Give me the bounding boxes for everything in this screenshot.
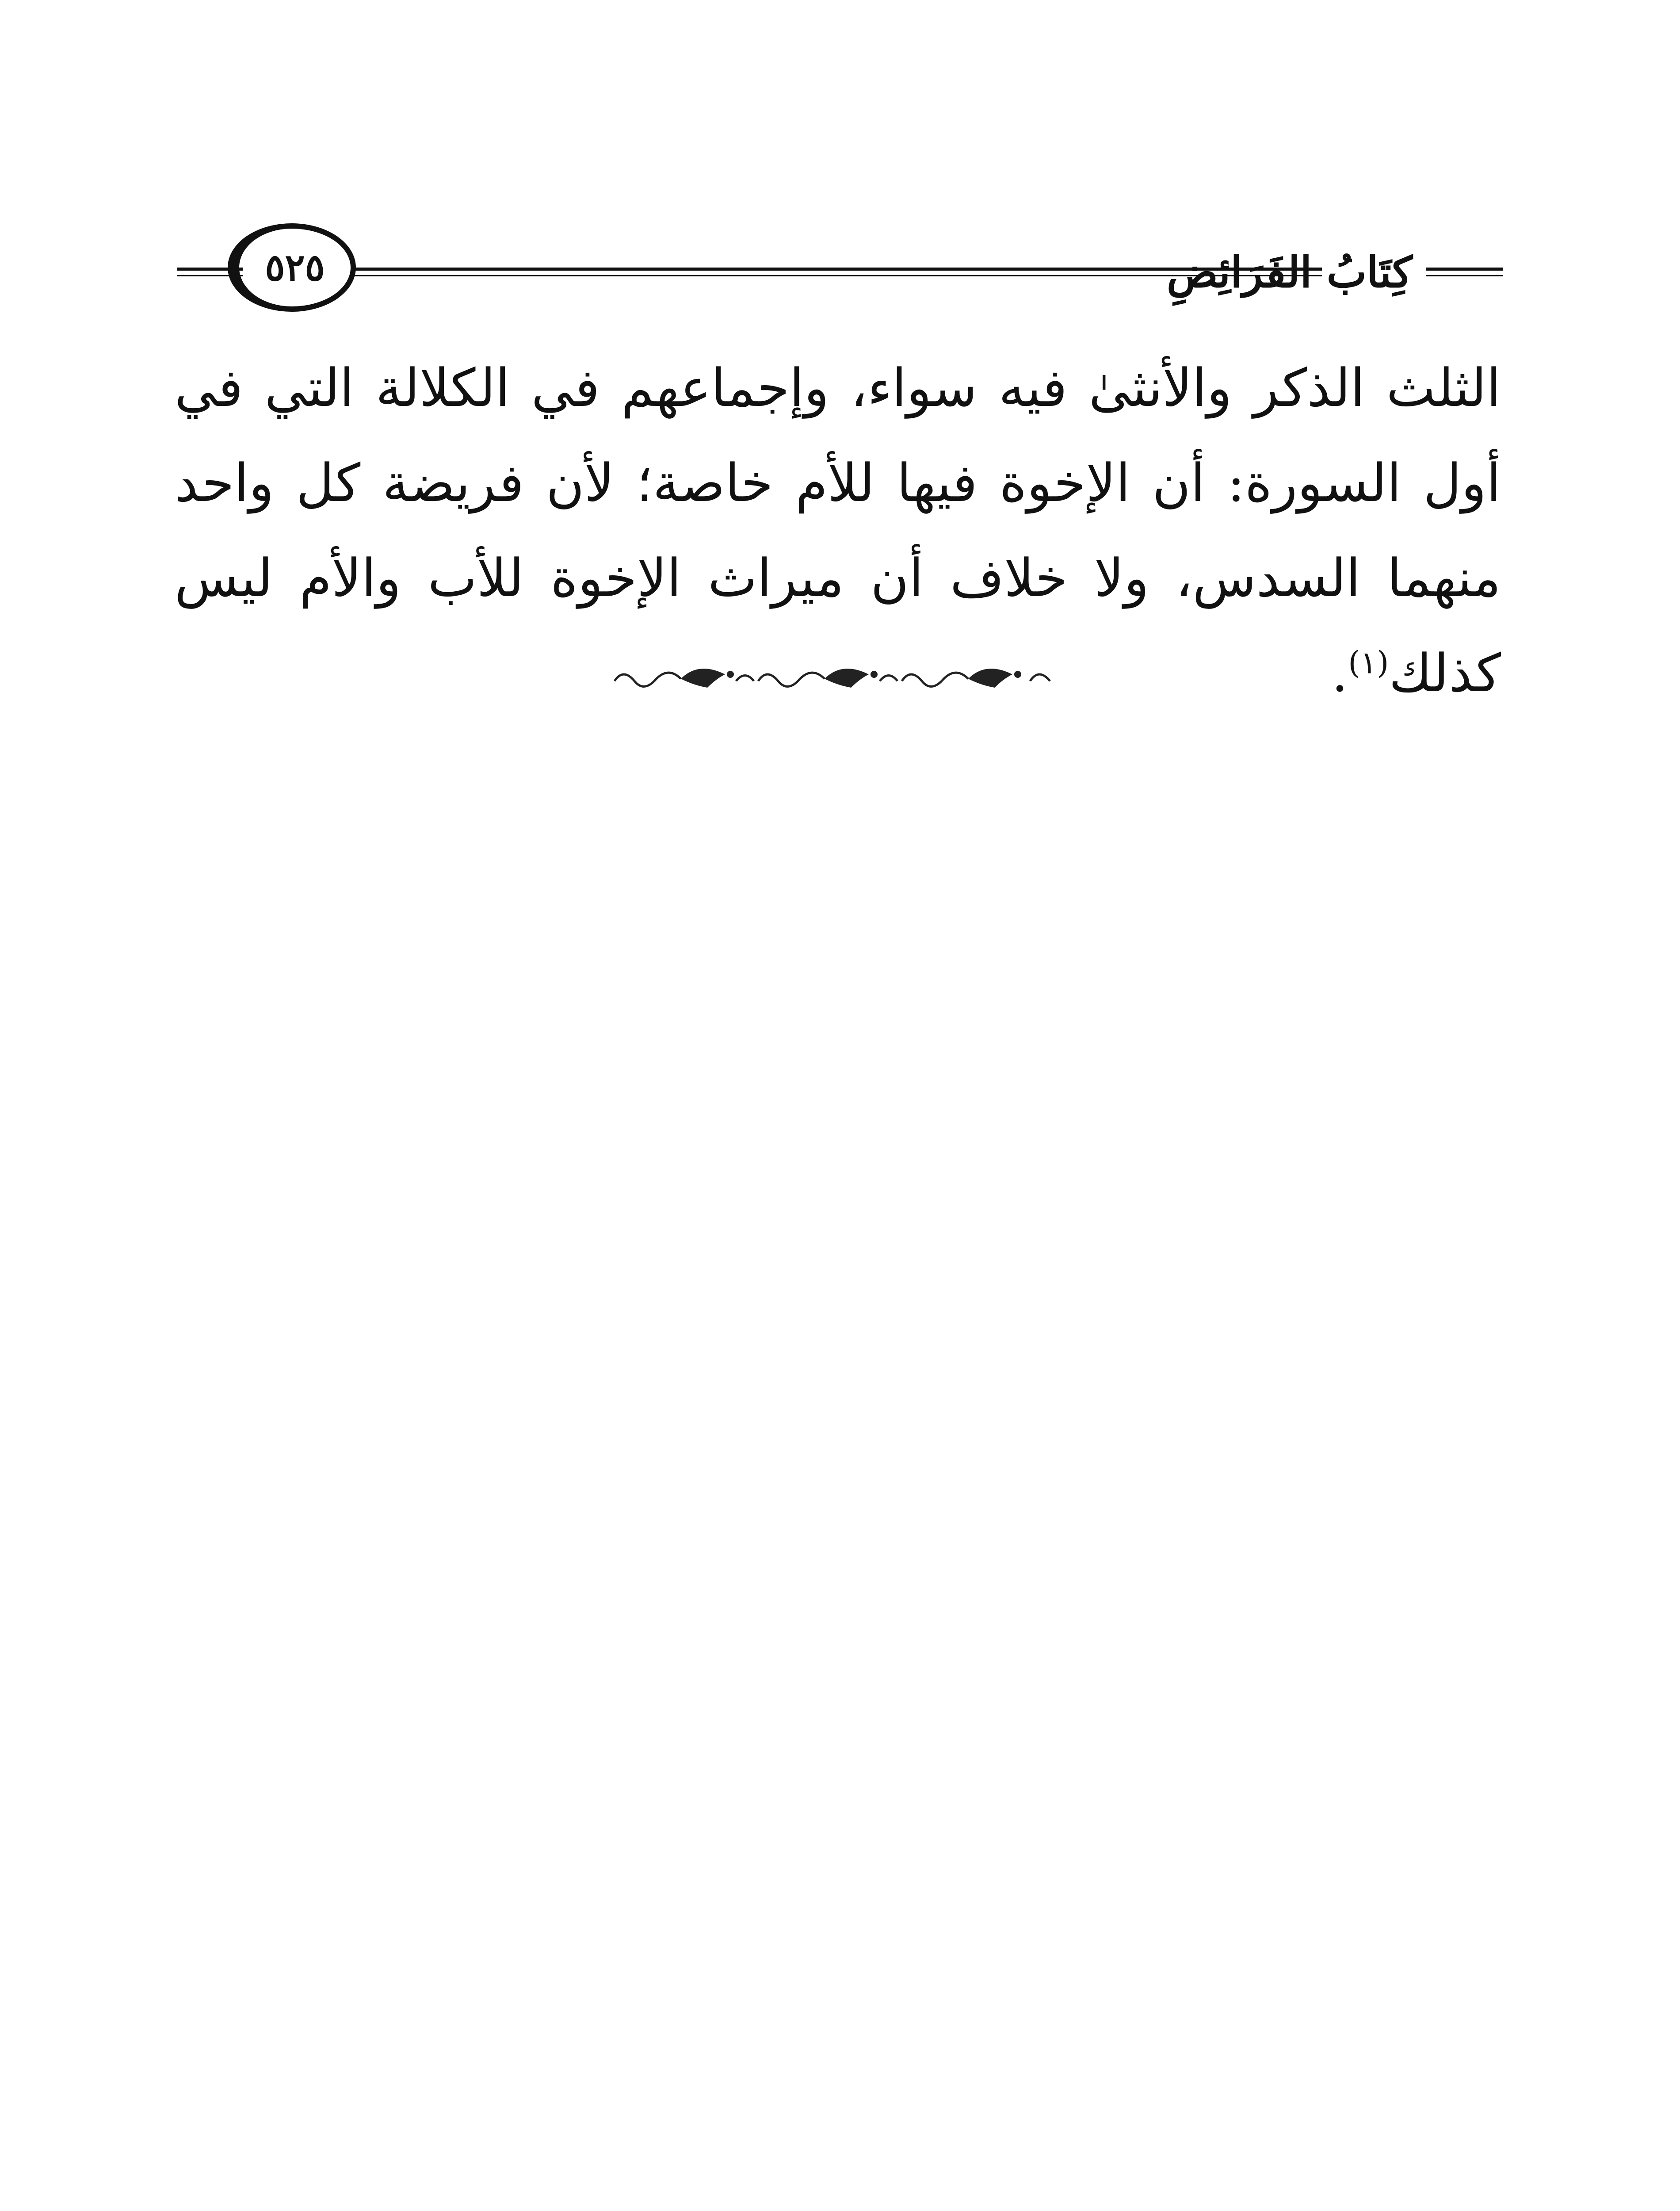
page-number-badge bbox=[228, 223, 356, 312]
floral-divider-ornament-icon bbox=[606, 661, 1061, 696]
running-title: كِتَابُ الفَرَائِضِ bbox=[1166, 247, 1413, 297]
paragraph-end-punctuation: . bbox=[1331, 643, 1348, 704]
header-rule-middle bbox=[318, 268, 1322, 276]
running-header bbox=[177, 223, 1503, 316]
page-number: ٥٢٥ bbox=[265, 245, 325, 289]
header-rule-left bbox=[177, 268, 243, 276]
paragraph-text: الثلث الذكر والأنثىٰ فيه سواء، وإجماعهم في الكلالة التي في أول السورة: أن الإخوة فيها للأم خاصة؛ لأن فريضة كل واحد منهما السدس، ولا خلاف أن ميراث الإخوة للأب والأم ليس كذلك bbox=[175, 357, 1501, 704]
header-rule-right bbox=[1426, 268, 1503, 276]
footnote-reference: (١) bbox=[1348, 644, 1389, 681]
